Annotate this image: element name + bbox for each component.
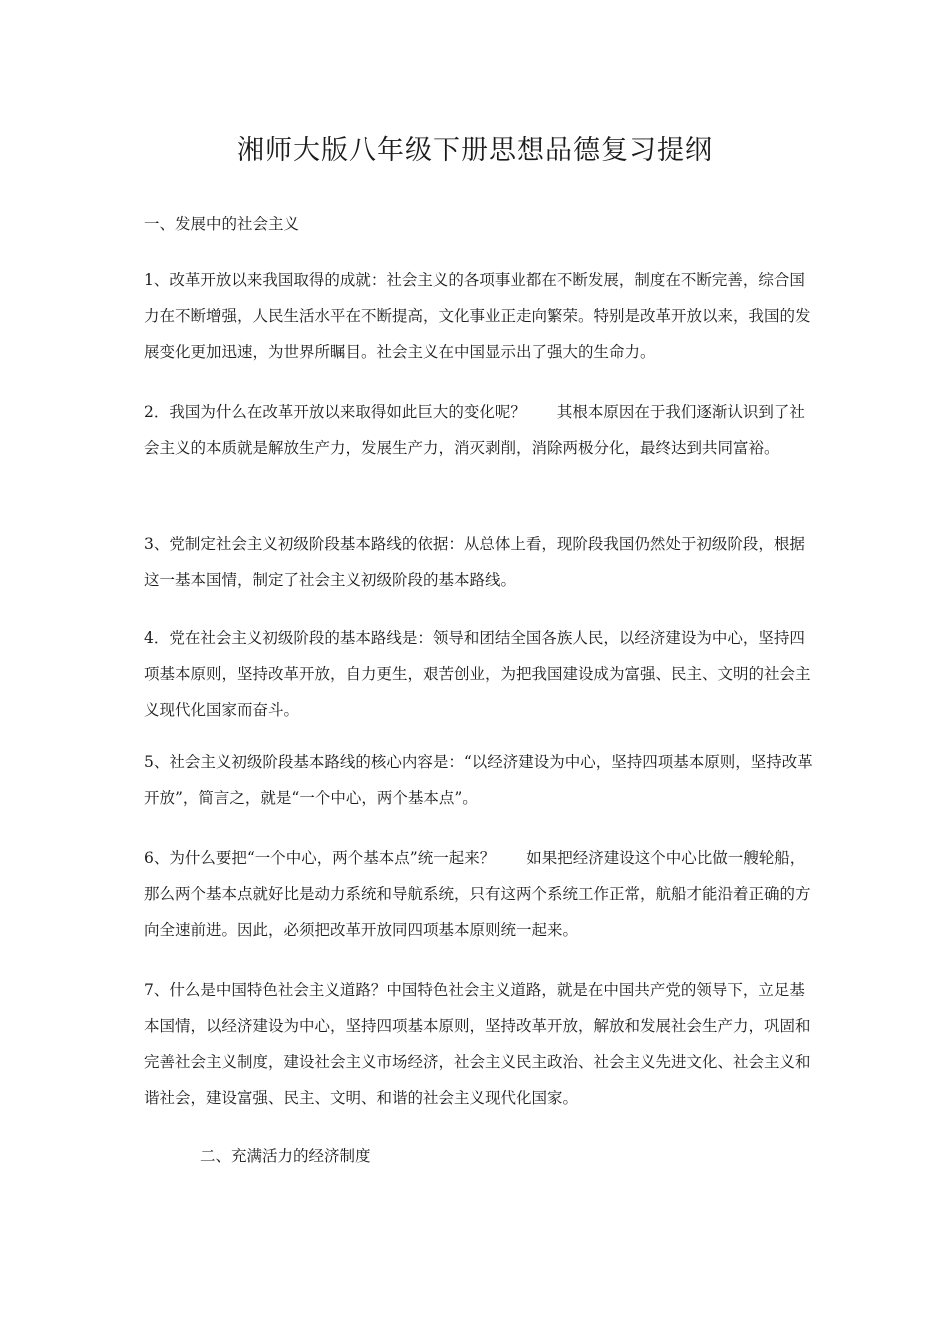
paragraph-7: 7、什么是中国特色社会主义道路？中国特色社会主义道路，就是在中国共产党的领导下，立足基本国情，以经济建设为中心，坚持四项基本原则，坚持改革开放，解放和发展社会生产力，巩固和完善社会主义制度，建设社会主义市场经济，社会主义民主政治、社会主义先进文化、社会主义和谐社会，建设富强、民主、文明、和谐的社会主义现代化国家。 [144, 981, 811, 1107]
paragraph-5: 5、社会主义初级阶段基本路线的核心内容是：“以经济建设为中心，坚持四项基本原则，坚持改革开放”，简言之，就是“一个中心，两个基本点”。 [144, 753, 813, 807]
paragraph-2: 2．我国为什么在改革开放以来取得如此巨大的变化呢？ 其根本原因在于我们逐渐认识到了社会主义的本质就是解放生产力，发展生产力，消灭剥削，消除两极分化，最终达到共同富裕。 [144, 403, 805, 457]
paragraph-3: 3、党制定社会主义初级阶段基本路线的依据：从总体上看，现阶段我国仍然处于初级阶段，根据这一基本国情，制定了社会主义初级阶段的基本路线。 [144, 535, 805, 589]
paragraph-4: 4．党在社会主义初级阶段的基本路线是：领导和团结全国各族人民，以经济建设为中心，坚持四项基本原则，坚持改革开放，自力更生，艰苦创业，为把我国建设成为富强、民主、文明的社会主义现代化国家而奋斗。 [144, 629, 811, 719]
section-heading-2: 二、充满活力的经济制度 [200, 1147, 371, 1165]
paragraph-6: 6、为什么要把“一个中心，两个基本点”统一起来？ 如果把经济建设这个中心比做一艘轮船，那么两个基本点就好比是动力系统和导航系统，只有这两个系统工作正常，航船才能沿着正确的方向全速前进。因此，必须把改革开放同四项基本原则统一起来。 [144, 849, 811, 939]
document-title: 湘师大版八年级下册思想品德复习提纲 [237, 135, 713, 166]
paragraph-1: 1、改革开放以来我国取得的成就：社会主义的各项事业都在不断发展，制度在不断完善，综合国力在不断增强，人民生活水平在不断提高，文化事业正走向繁荣。特别是改革开放以来，我国的发展变化更加迅速，为世界所瞩目。社会主义在中国显示出了强大的生命力。 [144, 271, 811, 361]
section-heading-1: 一、发展中的社会主义 [144, 215, 300, 233]
